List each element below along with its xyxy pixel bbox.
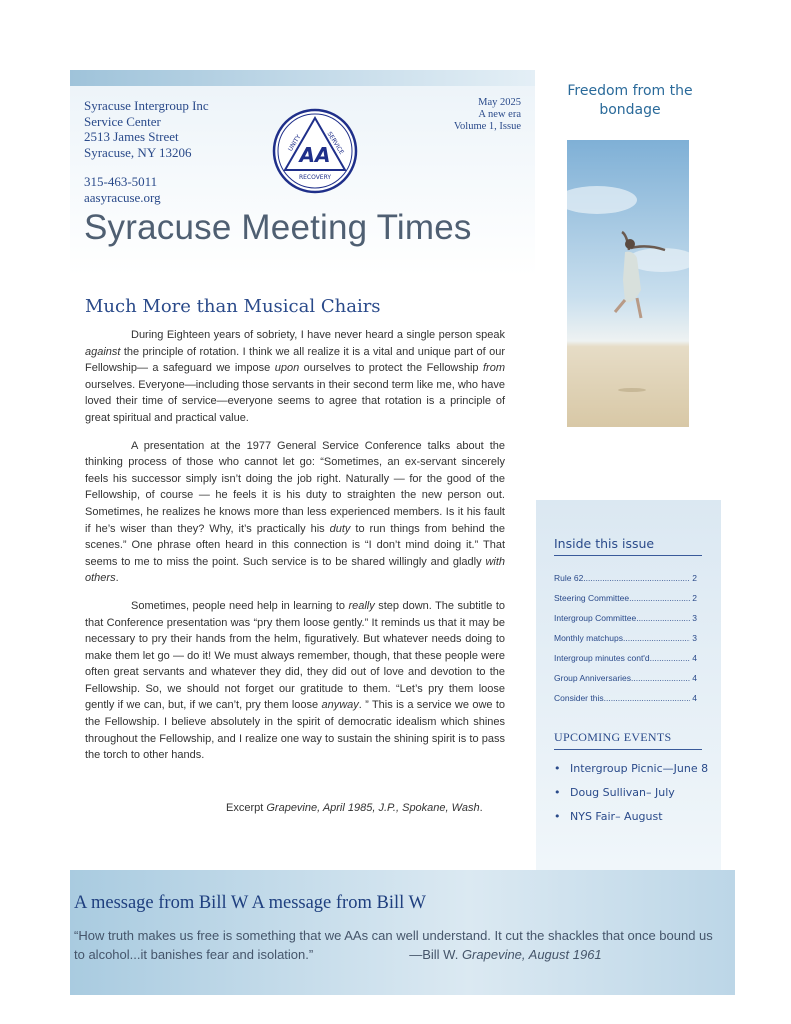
contact-block xyxy=(84,174,161,205)
address-block xyxy=(84,98,209,160)
issue-info xyxy=(454,97,521,133)
table-of-contents xyxy=(554,568,697,708)
issue-volume: Volume 1, Issue xyxy=(453,121,521,132)
bullet-icon: • xyxy=(554,785,561,799)
city-address: Syracuse, NY 13206 xyxy=(84,144,192,160)
article-paragraph: During Eighteen years of sobriety, I have never heard a single person speak against the principle of rotation. I think we all realize it is a vital and unique part of our Fellowship— a safeguard we impose upon ourselves to protect the Fellowship from ourselves. Everyone—including those servants in their second term like me, who have loved their time of service—everyone seems to agree that rotation is a principle of great spiritual and practical value. xyxy=(85,329,505,424)
event-item: • Intergroup Picnic—June 8 xyxy=(554,761,709,775)
toc-item[interactable]: Rule 62 ..... 2 xyxy=(554,568,697,588)
inside-issue-heading: Inside this issue xyxy=(554,536,702,556)
toc-item[interactable]: Intergroup Committee ..... 3 xyxy=(554,608,697,628)
jumping-woman-photo xyxy=(567,140,689,427)
image-caption: Freedom from the bondage xyxy=(567,83,693,118)
org-name: Syracuse Intergroup Inc xyxy=(84,98,209,113)
message-quote: “How truth makes us free is something that we AAs can well understand. It cut the shackles that once bound us to alcohol...it banishes fear and isolation.” —Bill W. Grapevine, August 1961 xyxy=(74,928,713,962)
events-heading: UPCOMING EVENTS xyxy=(554,730,702,750)
article-paragraph: Sometimes, people need help in learning to really step down. The subtitle to that Conference presentation was “pry them loose gently.” It reminds us that it may be necessary to pry their hands from the helm, figuratively. But whatever needs doing to make them let go — do it! We must always remember, though, that these people were often great servants and whatever they did, they did out of love and devotion to the Fellowship. So, we should not forget our gratitude to them. “Let’s pry them loose gently if we can, but, if we can’t, pry them loose anyway. ” This is a service we owe to the Fellowship. I believe absolutely in the spirit of democratic idealism which shines throughout the Fellowship, and I realize one way to sustain the shining spirit is to pass the torch to other hands. xyxy=(85,599,505,762)
website-link[interactable]: aasyracuse.org xyxy=(84,189,161,205)
message-title: A message from Bill W A message from Bill W xyxy=(74,893,426,913)
issue-date: May 2025 xyxy=(478,97,521,108)
event-item: • Doug Sullivan– July xyxy=(554,785,675,799)
bullet-icon: • xyxy=(554,761,561,775)
bullet-icon: • xyxy=(554,809,561,823)
article-title: Much More than Musical Chairs xyxy=(85,296,381,317)
article-credit: Excerpt Grapevine, April 1985, J.P., Spokane, Wash. xyxy=(226,802,483,814)
org-sub: Service Center xyxy=(84,113,161,129)
event-item: • NYS Fair– August xyxy=(554,809,663,823)
article-paragraph: A presentation at the 1977 General Service Conference talks about the thinking process of those who cannot let go: “Sometimes, an ex-servant sincerely feels his successor simply isn’t doing the job right. Naturally — for the good of the Fellowship, of course — he feels it is his duty to straighten the new person out. Sometimes, he realizes he knows more than less experienced members. Is it his fault if he’s wiser than they? Why, it’s practically his duty to run things from behind the scenes.” One phrase often heard in this connection is “I don’t mind doing it.” That seems to me to miss the point. Such service is to be shared willingly and gladly with others. xyxy=(85,439,505,585)
logo-top-text: UNITY xyxy=(286,133,303,153)
message-attribution: —Bill W. Grapevine, August 1961 xyxy=(409,947,602,962)
events-list xyxy=(554,756,708,828)
toc-item[interactable]: Consider this ..... 4 xyxy=(554,688,697,708)
logo-bottom-text: RECOVERY xyxy=(298,174,332,181)
issue-tagline: A new era xyxy=(478,109,521,120)
article-body xyxy=(85,327,505,775)
logo-center-text: AA xyxy=(299,143,331,167)
phone-number: 315-463-5011 xyxy=(84,174,158,189)
toc-item[interactable]: Group Anniversaries ..... 4 xyxy=(554,668,697,688)
page-title: Syracuse Meeting Times xyxy=(84,208,472,247)
logo-right-text: SERVICE xyxy=(325,130,345,156)
street-address: 2513 James Street xyxy=(84,129,179,144)
toc-item[interactable]: Steering Committee ..... 2 xyxy=(554,588,697,608)
aa-logo xyxy=(272,108,358,194)
header-top-band xyxy=(70,70,535,86)
toc-item[interactable]: Monthly matchups ..... 3 xyxy=(554,628,697,648)
toc-item[interactable]: Intergroup minutes cont'd ..... 4 xyxy=(554,648,697,668)
